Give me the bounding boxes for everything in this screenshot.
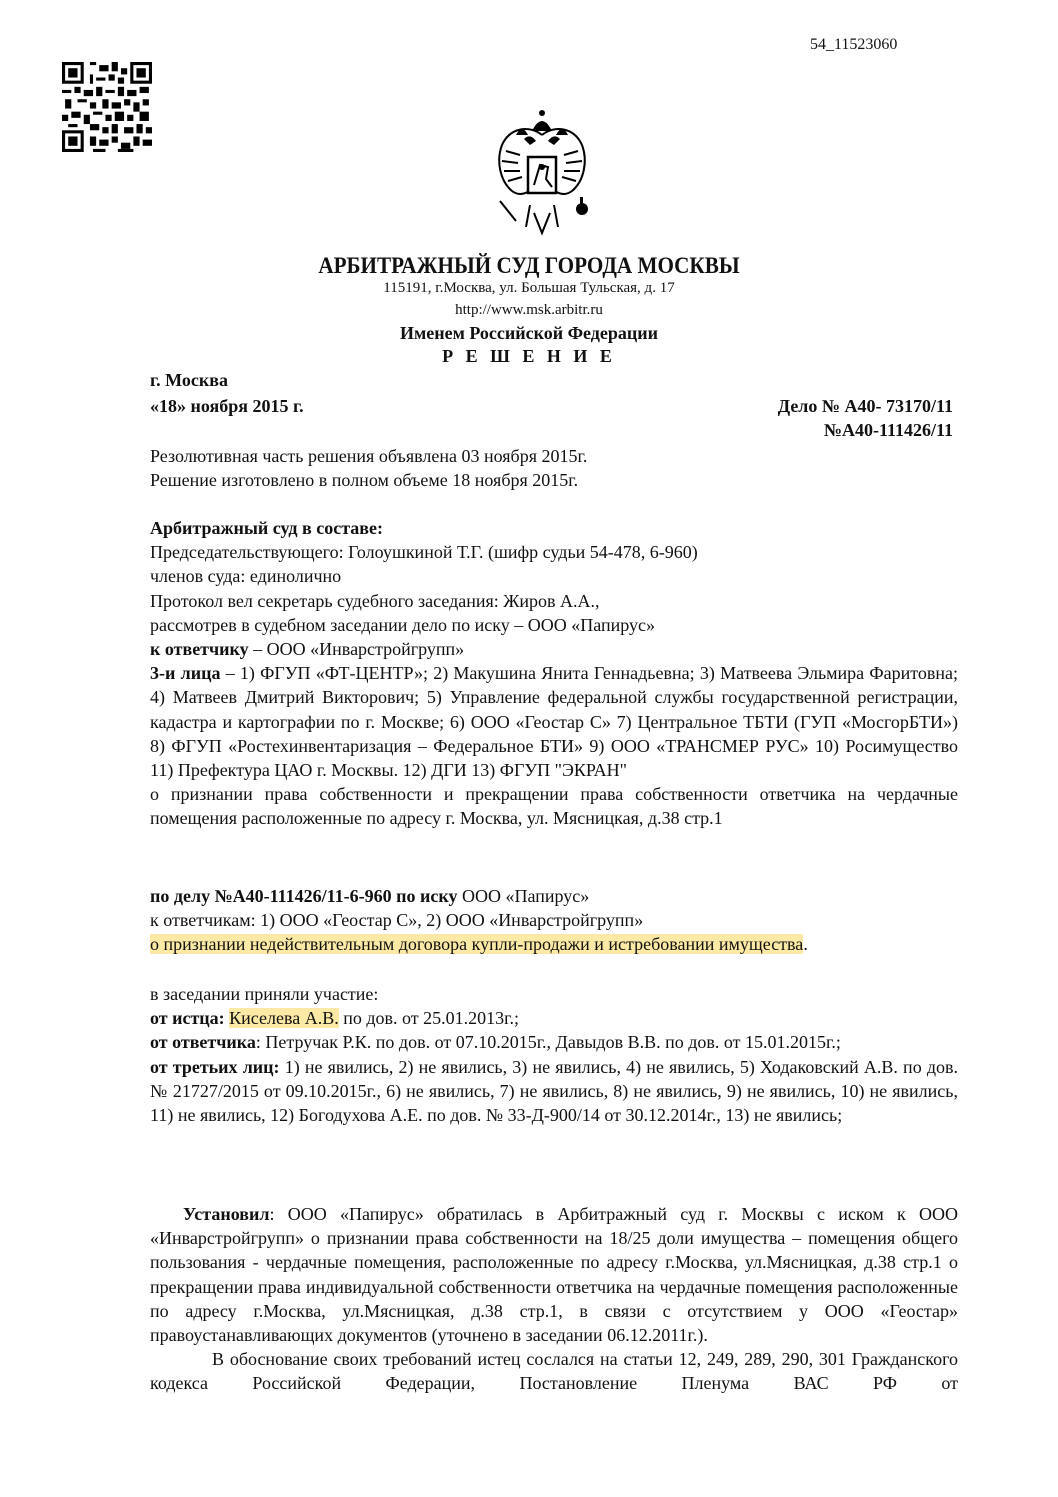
defendant: – ООО «Инварстройгрупп» [248, 639, 465, 660]
court-url: http://www.msk.arbitr.ru [455, 302, 603, 318]
second-case-plaintiff: ООО «Папирус» [457, 886, 590, 906]
decision-heading: Р Е Ш Е Н И Е [442, 346, 616, 366]
produced-date: Решение изготовлено в полном объеме 18 ноября 2015г. [150, 470, 579, 491]
composition-title: Арбитражный суд в составе: [150, 518, 383, 538]
third-parties-label: 3-и лица [150, 663, 221, 684]
court-members: членов суда: единолично [150, 566, 342, 587]
established-paragraph: Установил: ООО «Папирус» обратилась в Арбитражный суд г. Москвы с иском к ООО «Инварстройгрупп» о признании права собственности на 18/25 доли имущества – помещения общего пользования - чердачные помещения, расположенные по адресу г.Москва, ул.Мясницкая, д.38 стр.1 о прекращении права индивидуальной собственности ответчика на чердачные помещения расположенные по адресу г.Москва, ул.Мясницкая, д.38 стр.1, в связи с отсутствием у ООО «Геостар» правоустанавливающих документов (уточнено в заседании 06.12.2011г.). [150, 1204, 958, 1346]
composition-block [150, 516, 958, 831]
established-block [150, 1202, 958, 1396]
established-label: Установил [183, 1204, 270, 1224]
dates-block [150, 444, 958, 492]
court-address: 115191, г.Москва, ул. Большая Тульская, д. 17 [383, 280, 675, 296]
defendant-reps: от ответчика: Петручак Р.К. по дов. от 07.10.2015г., Давыдов В.В. по дов. от 15.01.2015г.; [150, 1032, 841, 1053]
case-considered: рассмотрев в судебном заседании дело по иску – ООО «Папирус» [150, 614, 656, 635]
highlighted-subject: о признании недействительным договора купли-продажи и истребовании имущества [150, 934, 804, 955]
secretary: Протокол вел секретарь судебного заседания: Жиров А.А., [150, 590, 600, 611]
case-subject: о признании права собственности и прекращении права собственности ответчика на чердачные помещения расположенные по адресу г. Москва, ул. Мясницкая, д.38 стр.1 [150, 784, 958, 829]
plaintiff-rep-label: от истца: [150, 1008, 225, 1029]
in-the-name-heading: Именем Российской Федерации [399, 323, 659, 343]
case-number-2: №А40-111426/11 [823, 420, 953, 440]
defendant-label: к ответчику [150, 639, 249, 660]
highlighted-plaintiff-rep: Киселева А.В. [229, 1008, 339, 1029]
court-name: АРБИТРАЖНЫЙ СУД ГОРОДА МОСКВЫ [318, 253, 740, 278]
second-case-defendants: к ответчикам: 1) ООО «Геостар С», 2) ООО «Инварстройгрупп» [150, 910, 644, 931]
presiding-judge: Председательствующего: Голоушкиной Т.Г. (шифр судьи 54-478, 6-960) [150, 542, 698, 563]
second-case-label: по делу №А40-111426/11-6-960 по иску [150, 886, 458, 906]
second-case-block: по делу №А40-111426/11-6-960 по иску ООО «Папирус» к ответчикам: 1) ООО «Геостар С», 2) ООО «Инварстройгрупп» о признании недействительным договора купли-продажи и истребовании имущества. [150, 884, 958, 957]
participants-intro: в заседании приняли участие: [150, 984, 379, 1004]
document-id: 54_11523060 [810, 36, 898, 53]
qr-code-icon [62, 62, 152, 152]
case-number-1: Дело № А40- 73170/11 [777, 396, 953, 416]
grounds-paragraph: В обоснование своих требований истец сослался на статьи 12, 249, 289, 290, 301 Гражданского кодекса Российской Федерации, Постановление Пленума ВАС РФ от [150, 1349, 958, 1394]
city: г. Москва [150, 370, 228, 390]
participants-block: в заседании приняли участие: от истца: Киселева А.В. по дов. от 25.01.2013г.; от ответчика: Петручак Р.К. по дов. от 07.10.2015г., Давыдов В.В. по дов. от 15.01.2015г.; от третьих лиц: 1) не явились, 2) не явились, 3) не явились, 4) не явились, 5) Ходаковский А.В. по дов. № 21727/2015 от 09.10.2015г., 6) не явились, 7) не явились, 8) не явились, 9) не явились, 10) не явились, 11) не явились, 12) Богодухова А.Е. по дов. № 33-Д-900/14 от 30.12.2014г., 13) не явились; [150, 982, 958, 1127]
third-parties: 3-и лица – 1) ФГУП «ФТ-ЦЕНТР»; 2) Макушина Янита Геннадьевна; 3) Матвеева Эльмира Фаритовна; 4) Матвеев Дмитрий Викторович; 5) Управление федеральной службы государственной регистрации, кадастра и картографии по г. Москве; 6) ООО «Геостар С» 7) Центральное ТБТИ (ГУП «МосгорБТИ») 8) ФГУП «Ростехинвентаризация – Федеральное БТИ» 9) ООО «ТРАНСМЕР РУС» 10) Росимущество 11) Префектура ЦАО г. Москвы. 12) ДГИ 13) ФГУП "ЭКРАН" [150, 663, 958, 781]
third-party-reps: от третьих лиц: 1) не явились, 2) не явились, 3) не явились, 4) не явились, 5) Ходаковский А.В. по дов. № 21727/2015 от 09.10.2015г., 6) не явились, 7) не явились, 8) не явились, 9) не явились, 10) не явились, 11) не явились, 12) Богодухова А.Е. по дов. № 33-Д-900/14 от 30.12.2014г., 13) не явились; [150, 1056, 959, 1126]
decision-date: «18» ноября 2015 г. [150, 396, 304, 416]
announced-date: Резолютивная часть решения объявлена 03 ноября 2015г. [150, 446, 588, 466]
coat-of-arms-icon [490, 105, 594, 237]
